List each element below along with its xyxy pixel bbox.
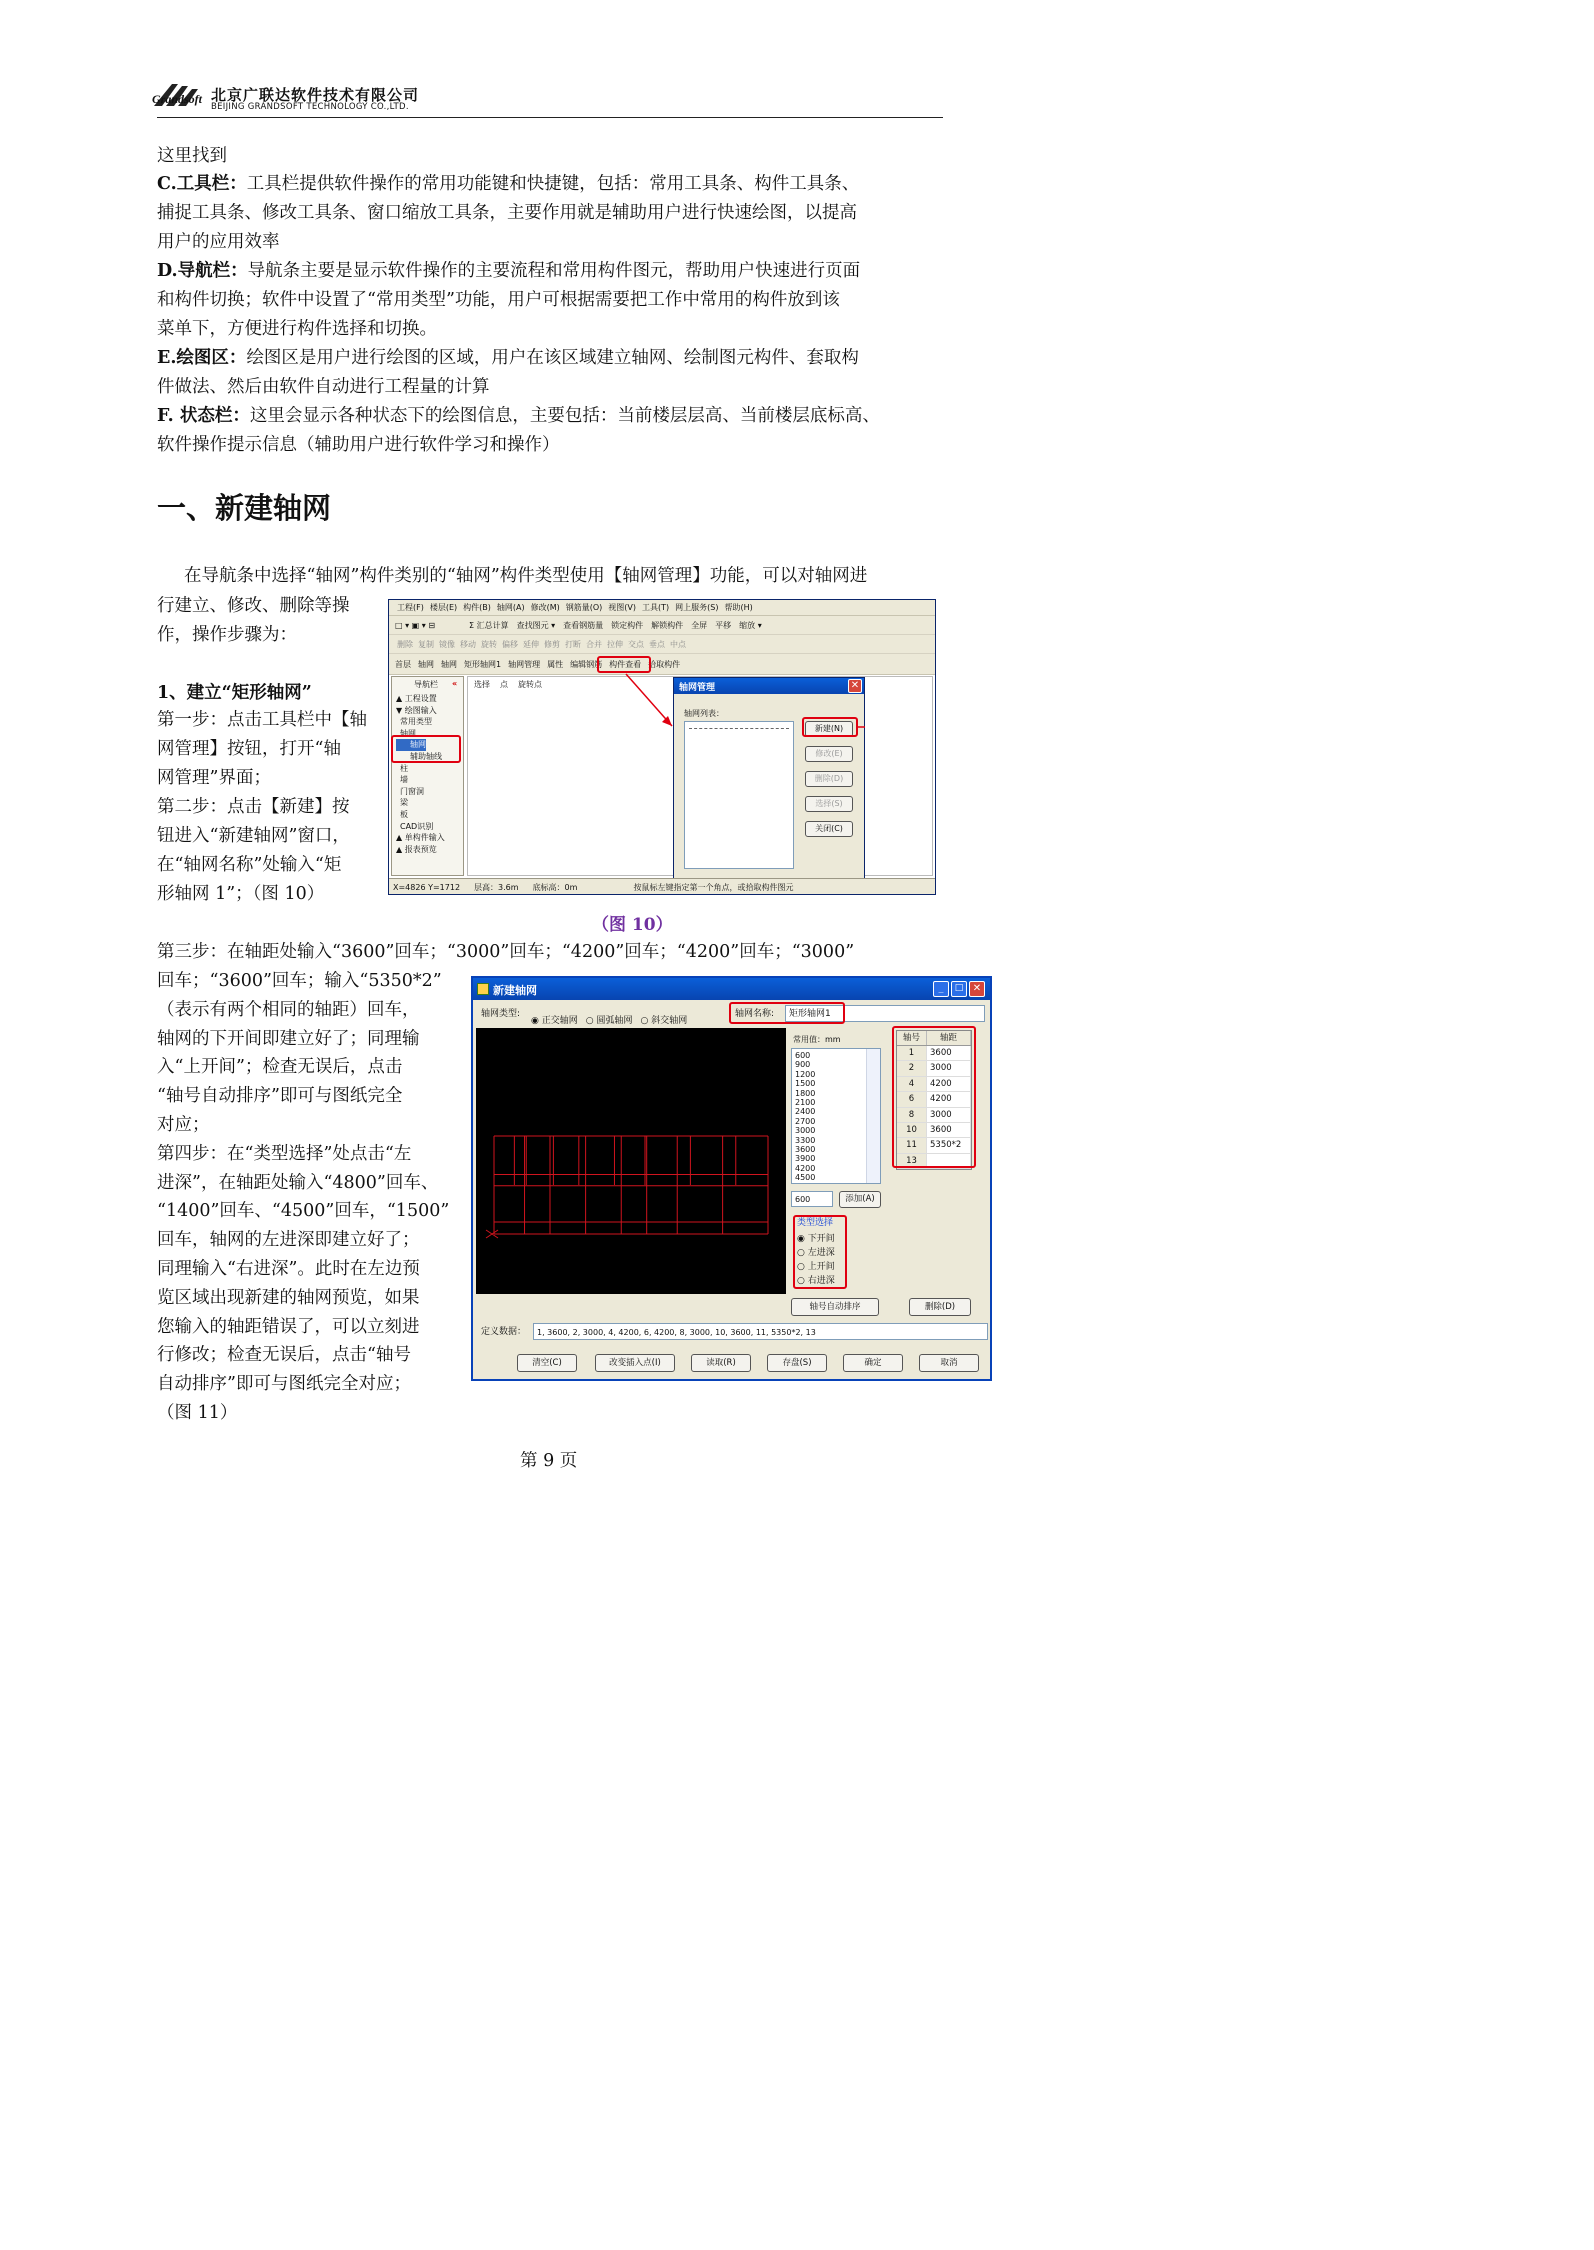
common-value[interactable]: 1200 <box>795 1069 816 1079</box>
table-cell[interactable]: 2 <box>897 1061 927 1075</box>
column-line: 回车；“3600”回车；输入“5350*2” <box>157 971 442 991</box>
column-line: 对应； <box>157 1115 210 1135</box>
status-item: 层高：3.6m <box>474 883 519 892</box>
toolbar-button[interactable]: 删除 <box>397 640 413 649</box>
body-line-text: 件做法、然后由软件自动进行工程量的计算 <box>157 377 490 397</box>
table-header-cell: 轴距 <box>927 1031 971 1045</box>
menu-item[interactable]: 修改(M) <box>530 603 560 612</box>
common-value[interactable]: 600 <box>795 1051 811 1060</box>
body-line <box>157 431 560 460</box>
auto-sort-button[interactable]: 轴号自动排序 <box>791 1298 879 1316</box>
table-cell[interactable]: 5350*2 <box>927 1138 971 1152</box>
toolbar-control[interactable]: 轴网 <box>418 660 434 669</box>
nav-item[interactable]: ▼ 绘图输入 <box>396 705 437 715</box>
common-value[interactable]: 4500 <box>795 1173 816 1183</box>
highlight-axis-table <box>892 1026 976 1168</box>
column-line: 第二步：点击【新建】按 <box>157 797 350 817</box>
axis-type-label: 正交轴网 <box>541 1016 578 1026</box>
column-line: 您输入的轴距错误了，可以立刻进 <box>157 1316 420 1337</box>
toolbar-control[interactable]: 首层 <box>395 660 411 669</box>
company-name-cn: 北京广联达软件技术有限公司 <box>211 86 420 104</box>
radio-icon: ○ <box>640 1016 652 1026</box>
fig11-title: 新建轴网 <box>493 984 537 997</box>
menu-item[interactable]: 构件(B) <box>463 603 491 612</box>
delete-button[interactable]: 删除(D) <box>909 1298 971 1316</box>
radio-icon: ○ <box>797 1276 808 1286</box>
toolbar-button[interactable]: 镜像 <box>439 640 455 649</box>
column-line: “1400”回车、“4500”回车，“1500” <box>157 1201 450 1222</box>
figure-11 <box>471 976 992 1381</box>
logo-word: Grandsoft <box>152 92 203 106</box>
arrow-annotation <box>389 600 937 896</box>
toolbar-button[interactable]: 延伸 <box>523 640 539 649</box>
common-value[interactable]: 3600 <box>795 1145 816 1155</box>
body-line <box>157 315 437 344</box>
column-line: 作，操作步骤为： <box>157 625 297 645</box>
toolbar-button[interactable]: 查看钢筋量 <box>563 621 604 630</box>
radio-icon: ◉ <box>531 1016 542 1026</box>
body-line <box>157 142 227 171</box>
menu-item[interactable]: 轴网(A) <box>496 603 525 612</box>
table-cell[interactable]: 6 <box>897 1092 927 1106</box>
column-line: “轴号自动排序”即可与图纸完全 <box>157 1086 403 1107</box>
toolbar-new-icon[interactable]: □ ▾ ▣ ▾ ⊟ <box>395 621 436 630</box>
axis-type-label: 圆弧轴网 <box>596 1016 633 1026</box>
spacing-input[interactable] <box>791 1191 833 1207</box>
type-option-label: 左进深 <box>807 1248 835 1258</box>
common-value[interactable]: 4200 <box>795 1163 816 1173</box>
body-line <box>157 373 490 402</box>
toolbar-button[interactable]: 拉伸 <box>607 640 623 649</box>
radio-icon: ○ <box>585 1016 597 1026</box>
table-cell[interactable]: 10 <box>897 1123 927 1137</box>
axis-type-label: 轴网类型: <box>481 1009 521 1019</box>
menu-item[interactable]: 钢筋量(O) <box>565 603 603 612</box>
axis-preview <box>476 1028 786 1294</box>
draw-tool[interactable]: 选择 <box>474 680 490 689</box>
body-line-text: 用户的应用效率 <box>157 232 280 252</box>
column-line: 在“轴网名称”处输入“矩 <box>157 855 342 875</box>
toolbar-button[interactable]: 平移 <box>715 621 732 630</box>
toolbar-button[interactable]: 锁定构件 <box>611 621 644 630</box>
nav-item[interactable]: 板 <box>400 809 408 819</box>
table-cell[interactable]: 13 <box>897 1154 927 1168</box>
spacing-input-value: 600 <box>795 1195 811 1204</box>
body-line-text: 这里会显示各种状态下的绘图信息，主要包括：当前楼层层高、当前楼层底标高、 <box>249 406 880 426</box>
status-item: X=4826 Y=1712 <box>393 883 461 892</box>
common-value[interactable]: 2700 <box>795 1116 816 1126</box>
menu-item[interactable]: 帮助(H) <box>724 603 753 612</box>
fig11-titlebar <box>473 978 990 1000</box>
body-line-text: 和构件切换；软件中设置了“常用类型”功能，用户可根据需要把工作中常用的构件放到该 <box>157 290 840 310</box>
table-cell[interactable]: 3600 <box>927 1046 971 1060</box>
body-line-text: 菜单下，方便进行构件选择和切换。 <box>157 319 437 339</box>
toolbar-control[interactable]: 矩形轴网1 <box>464 660 502 669</box>
dialog-button[interactable]: 选择(S) <box>805 796 853 812</box>
column-line: 进深”，在轴距处输入“4800”回车、 <box>157 1172 439 1193</box>
nav-item[interactable]: CAD识别 <box>400 821 434 831</box>
status-item: 按鼠标左键指定第一个角点，或拾取构件图元 <box>633 883 794 892</box>
menu-item[interactable]: 视图(V) <box>608 603 637 612</box>
toolbar-button[interactable]: 移动 <box>460 640 476 649</box>
column-line: （图 11） <box>157 1403 238 1423</box>
table-cell[interactable]: 3000 <box>927 1061 971 1075</box>
toolbar-button[interactable]: 垂点 <box>649 640 665 649</box>
body-line <box>157 402 880 431</box>
toolbar-button[interactable]: 偏移 <box>502 640 518 649</box>
body-line-text: 这里找到 <box>157 146 227 166</box>
bottom-button[interactable]: 读取(R) <box>691 1354 751 1372</box>
company-name-en: BEIJING GRANDSOFT TECHNOLOGY CO.,LTD. <box>211 102 409 112</box>
minimize-button[interactable]: _ <box>933 981 949 997</box>
column-line: 网管理”界面； <box>157 768 271 788</box>
body-line-text: 工具栏提供软件操作的常用功能键和快捷键，包括：常用工具条、构件工具条、 <box>246 174 860 194</box>
dialog-button[interactable]: 关闭(C) <box>805 821 853 837</box>
body-line <box>157 199 857 228</box>
nav-item[interactable]: 常用类型 <box>400 717 432 727</box>
toolbar-button[interactable]: 修剪 <box>544 640 560 649</box>
common-value[interactable]: 3900 <box>795 1154 816 1164</box>
draw-tool[interactable]: 点 <box>500 680 508 689</box>
axis-name-value: 矩形轴网1 <box>789 1009 831 1019</box>
axis-type-option[interactable] <box>586 1016 633 1026</box>
column-line: 自动排序”即可与图纸完全对应； <box>157 1374 411 1395</box>
table-cell[interactable]: 11 <box>897 1138 927 1152</box>
toolbar-button[interactable]: 交点 <box>628 640 644 649</box>
body-line-text: 软件操作提示信息（辅助用户进行软件学习和操作） <box>157 435 560 455</box>
close-button[interactable]: ✕ <box>969 981 985 997</box>
toolbar-button[interactable]: 中点 <box>670 640 686 649</box>
column-line: 览区域出现新建的轴网预览，如果 <box>157 1287 420 1308</box>
dialog-button[interactable]: 新建(N) <box>805 721 853 737</box>
nav-item[interactable]: ▲ 报表预览 <box>396 844 437 854</box>
menu-item[interactable]: 工程(F) <box>397 603 424 612</box>
toolbar-control[interactable]: 属性 <box>547 660 564 669</box>
status-bar <box>389 878 935 894</box>
type-option-label: 下开间 <box>807 1234 835 1244</box>
highlight-type-selection <box>793 1215 847 1289</box>
intro-line: 在导航条中选择“轴网”构件类别的“轴网”构件类型使用【轴网管理】功能，可以对轴网进 <box>184 566 868 586</box>
table-cell[interactable]: 4200 <box>927 1092 971 1106</box>
nav-item[interactable]: 辅助轴线 <box>410 751 442 761</box>
nav-item[interactable]: 梁 <box>400 798 408 808</box>
type-selection-title: 类型选择 <box>797 1218 834 1228</box>
dialog-close-button[interactable]: ✕ <box>848 679 862 693</box>
table-cell[interactable]: 4 <box>897 1077 927 1091</box>
column-line: 钮进入“新建轴网”窗口， <box>157 826 350 846</box>
column-line: 同理输入“右进深”。此时在左边预 <box>157 1259 420 1279</box>
axis-type-label: 斜交轴网 <box>651 1016 688 1026</box>
menu-item[interactable]: 楼层(E) <box>429 603 458 612</box>
page-number: 第 9 页 <box>520 1451 578 1471</box>
nav-item[interactable]: 门窗洞 <box>400 786 424 796</box>
table-cell[interactable]: 3600 <box>927 1123 971 1137</box>
dialog-title: 轴网管理 <box>679 683 716 693</box>
table-cell[interactable]: 3000 <box>927 1108 971 1122</box>
header-rule <box>157 117 943 118</box>
nav-item[interactable]: 柱 <box>400 763 408 773</box>
nav-item[interactable]: 轴网 <box>396 739 426 751</box>
toolbar-control[interactable]: 拾取构件 <box>648 660 681 669</box>
menu-item[interactable]: 网上服务(S) <box>675 603 719 612</box>
type-option-label: 右进深 <box>807 1276 835 1286</box>
step3-line: 第三步：在轴距处输入“3600”回车；“3000”回车；“4200”回车；“4200”回车；“3000” <box>157 942 855 962</box>
body-line-lead: F. 状态栏： <box>157 406 250 426</box>
column-line: 行修改；检查无误后，点击“轴号 <box>157 1345 411 1366</box>
figure-10 <box>388 599 936 895</box>
nav-item[interactable]: ▲ 单构件输入 <box>396 833 445 843</box>
draw-tool[interactable]: 旋转点 <box>518 680 542 689</box>
table-cell[interactable]: 8 <box>897 1108 927 1122</box>
radio-icon: ○ <box>797 1248 808 1258</box>
add-button[interactable]: 添加(A) <box>839 1191 881 1208</box>
toolbar-button[interactable]: 全屏 <box>691 621 708 630</box>
toolbar-button[interactable]: Σ 汇总计算 <box>469 621 509 630</box>
axis-type-option[interactable] <box>531 1016 578 1026</box>
figure-10-caption: （图 10） <box>592 915 673 935</box>
column-line: 形轴网 1”；（图 10） <box>157 884 325 904</box>
toolbar-button[interactable]: 合并 <box>586 640 602 649</box>
common-value[interactable]: 1500 <box>795 1079 816 1089</box>
body-line <box>157 170 859 199</box>
dialog-button[interactable]: 删除(D) <box>805 771 853 787</box>
table-cell[interactable]: 4200 <box>927 1077 971 1091</box>
common-value[interactable]: 900 <box>795 1060 811 1070</box>
common-values-label: 常用值：mm <box>793 1035 841 1044</box>
toolbar-control[interactable]: 构件查看 <box>609 660 642 669</box>
nav-item[interactable]: 墙 <box>400 775 408 785</box>
body-line-lead: C.工具栏： <box>157 174 247 194</box>
body-line <box>157 344 859 373</box>
toolbar-button[interactable]: 打断 <box>565 640 581 649</box>
nav-collapse-icon[interactable]: « <box>452 679 458 688</box>
axis-name-label: 轴网名称: <box>735 1009 775 1019</box>
common-value[interactable]: 2400 <box>795 1107 816 1117</box>
body-line-text: 绘图区是用户进行绘图的区域，用户在该区域建立轴网、绘制图元构件、套取构 <box>246 348 859 368</box>
toolbar-button[interactable]: 缩放 ▾ <box>739 621 762 630</box>
bottom-button[interactable]: 取消 <box>919 1354 979 1372</box>
toolbar-control[interactable]: 轴网管理 <box>508 660 541 669</box>
body-line-lead: D.导航栏： <box>157 261 248 281</box>
highlight-axis-name <box>729 1002 845 1024</box>
column-line: 入“上开间”；检查无误后，点击 <box>157 1057 403 1078</box>
define-data-value: 1, 3600, 2, 3000, 4, 4200, 6, 4200, 8, 3000, 10, 3600, 11, 5350*2, 13 <box>537 1328 816 1337</box>
column-line: 行建立、修改、删除等操 <box>157 596 350 616</box>
scrollbar[interactable] <box>866 1049 880 1183</box>
radio-icon: ○ <box>797 1262 808 1272</box>
column-line: 轴网的下开间即建立好了；同理输 <box>157 1028 420 1049</box>
dialog-list-label: 轴网列表： <box>684 709 724 718</box>
body-line <box>157 228 280 257</box>
common-value[interactable]: 3000 <box>795 1126 816 1136</box>
table-header-cell: 轴号 <box>897 1031 927 1045</box>
nav-title: 导航栏 <box>414 680 438 689</box>
body-line <box>157 286 840 315</box>
bottom-button[interactable]: 改变插入点(I) <box>595 1354 675 1372</box>
status-item: 底标高：0m <box>532 883 578 892</box>
column-line: 网管理】按钮，打开“轴 <box>157 739 341 759</box>
body-line <box>157 257 860 286</box>
toolbar-button[interactable]: 解锁构件 <box>651 621 684 630</box>
subheading: 1、建立“矩形轴网” <box>157 683 312 703</box>
define-data-label: 定义数据： <box>481 1327 527 1337</box>
nav-item[interactable]: 轴网 <box>400 728 416 738</box>
maximize-button[interactable]: □ <box>951 981 967 997</box>
nav-item[interactable]: ▲ 工程设置 <box>396 694 437 703</box>
column-line: （表示有两个相同的轴距）回车， <box>157 999 420 1020</box>
menu-item[interactable]: 工具(T) <box>642 603 670 612</box>
type-option-label: 上开间 <box>807 1262 835 1272</box>
common-value[interactable]: 1800 <box>795 1088 816 1098</box>
body-line-text: 导航条主要是显示软件操作的主要流程和常用构件图元，帮助用户快速进行页面 <box>247 261 861 281</box>
column-line: 回车，轴网的左进深即建立好了； <box>157 1230 420 1251</box>
toolbar-control[interactable]: 编辑钢筋 <box>570 660 603 669</box>
bottom-button[interactable]: 确定 <box>843 1354 903 1372</box>
section-heading: 一、新建轴网 <box>157 491 332 525</box>
toolbar-button[interactable]: 复制 <box>418 640 434 649</box>
define-data-field[interactable] <box>533 1323 988 1340</box>
common-value[interactable]: 3300 <box>795 1135 816 1145</box>
toolbar-button[interactable]: 旋转 <box>481 640 497 649</box>
body-line-lead: E.绘图区： <box>157 348 247 368</box>
toolbar-button[interactable]: 查找图元 ▾ <box>516 621 556 630</box>
radio-icon: ◉ <box>797 1234 808 1244</box>
common-value[interactable]: 2100 <box>795 1098 816 1108</box>
column-line: 第一步：点击工具栏中【轴 <box>157 710 367 730</box>
axis-type-option[interactable] <box>640 1016 687 1026</box>
bottom-button[interactable]: 清空(C) <box>517 1354 577 1372</box>
column-line: 第四步：在“类型选择”处点击“左 <box>157 1143 412 1164</box>
bottom-button[interactable]: 存盘(S) <box>767 1354 827 1372</box>
dialog-button[interactable]: 修改(E) <box>805 746 853 762</box>
common-values-list[interactable] <box>791 1048 881 1184</box>
toolbar-control[interactable]: 轴网 <box>441 660 457 669</box>
table-cell[interactable]: 1 <box>897 1046 927 1060</box>
app-icon <box>477 983 489 995</box>
body-line-text: 捕捉工具条、修改工具条、窗口缩放工具条，主要作用就是辅助用户进行快速绘图，以提高 <box>157 203 857 223</box>
